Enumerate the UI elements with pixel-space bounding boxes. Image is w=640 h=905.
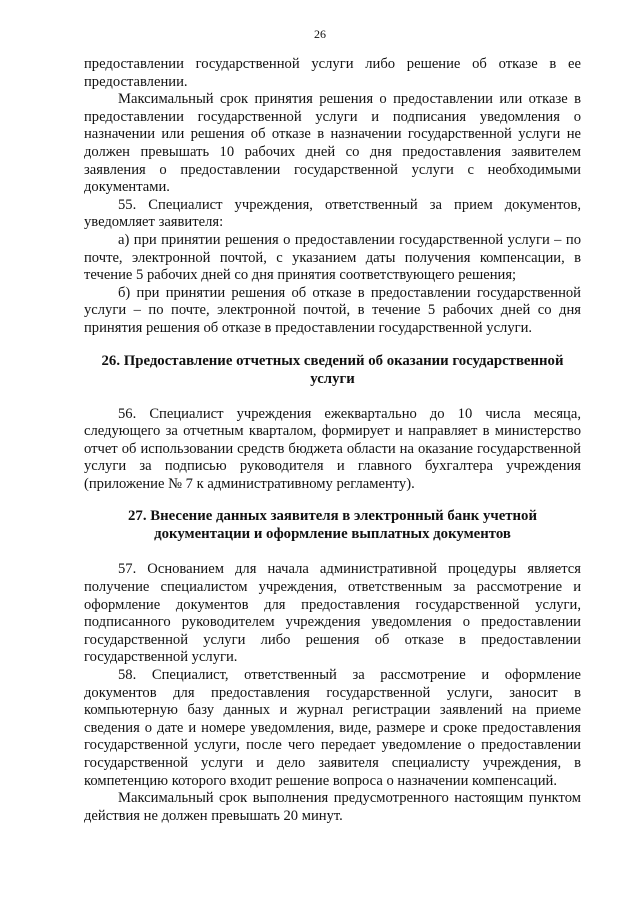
paragraph-55-a: а) при принятии решения о предоставлении государственной услуги – по почте, электронной почтой, с указанием даты получения компенсации, в течение 5 рабочих дней со дня принятия соответствующего решения; bbox=[84, 231, 581, 284]
paragraph-57: 57. Основанием для начала административной процедуры является получение специалистом учреждения, ответственным за рассмотрение и оформление документов для предоставления государственной услуги, подписанного руководителем учреждения уведомления о предоставлении государственной услуги либо решения об отказе в предоставлении государственной услуги. bbox=[84, 561, 581, 666]
paragraph-56: 56. Специалист учреждения ежеквартально до 10 числа месяца, следующего за отчетным кварталом, формирует и направляет в министерство отчет об использовании средств бюджета области на оказание государственной услуги за подписью руководителя и главного бухгалтера учреждения (приложение № 7 к административному регламенту). bbox=[84, 405, 581, 492]
paragraph-55: 55. Специалист учреждения, ответственный за прием документов, уведомляет заявителя: bbox=[84, 196, 581, 231]
page-number: 26 bbox=[314, 27, 326, 41]
section-26-heading: 26. Предоставление отчетных сведений об оказании государственной услуги bbox=[101, 352, 564, 387]
paragraph-58: 58. Специалист, ответственный за рассмотрение и оформление документов для предоставления государственной услуги, заносит в компьютерную базу данных и журнал регистрации заявлений на приеме сведения о дате и номере уведомления, виде, размере и сроке предоставления государственной услуги, после чего передает уведомление о предоставлении государственной услуги и дело заявителя специалисту учреждения, в компетенцию которого входит решение вопроса о назначении компенсаций. bbox=[84, 667, 581, 789]
paragraph-max-time: Максимальный срок выполнения предусмотренного настоящим пунктом действия не должен превышать 20 минут. bbox=[84, 790, 581, 824]
paragraph-55-b: б) при принятии решения об отказе в предоставлении государственной услуги – по почте, электронной почтой, в течение 5 рабочих дней со дня принятия решения об отказе в предоставлении государственной услуги. bbox=[84, 284, 581, 336]
document-body bbox=[84, 56, 581, 825]
paragraph-continuation: предоставлении государственной услуги либо решение об отказе в ее предоставлении. bbox=[84, 56, 581, 90]
section-27-heading: 27. Внесение данных заявителя в электронный банк учетной документации и оформление выплатных документов bbox=[128, 508, 537, 543]
paragraph-max-term: Максимальный срок принятия решения о предоставлении или отказе в предоставлении государственной услуги и подписания уведомления о назначении или решения об отказе в назначении государственной услуги не должен превышать 10 рабочих дней со дня предоставления заявителем заявления о предоставлении государственной услуги с необходимыми документами. bbox=[84, 91, 581, 196]
